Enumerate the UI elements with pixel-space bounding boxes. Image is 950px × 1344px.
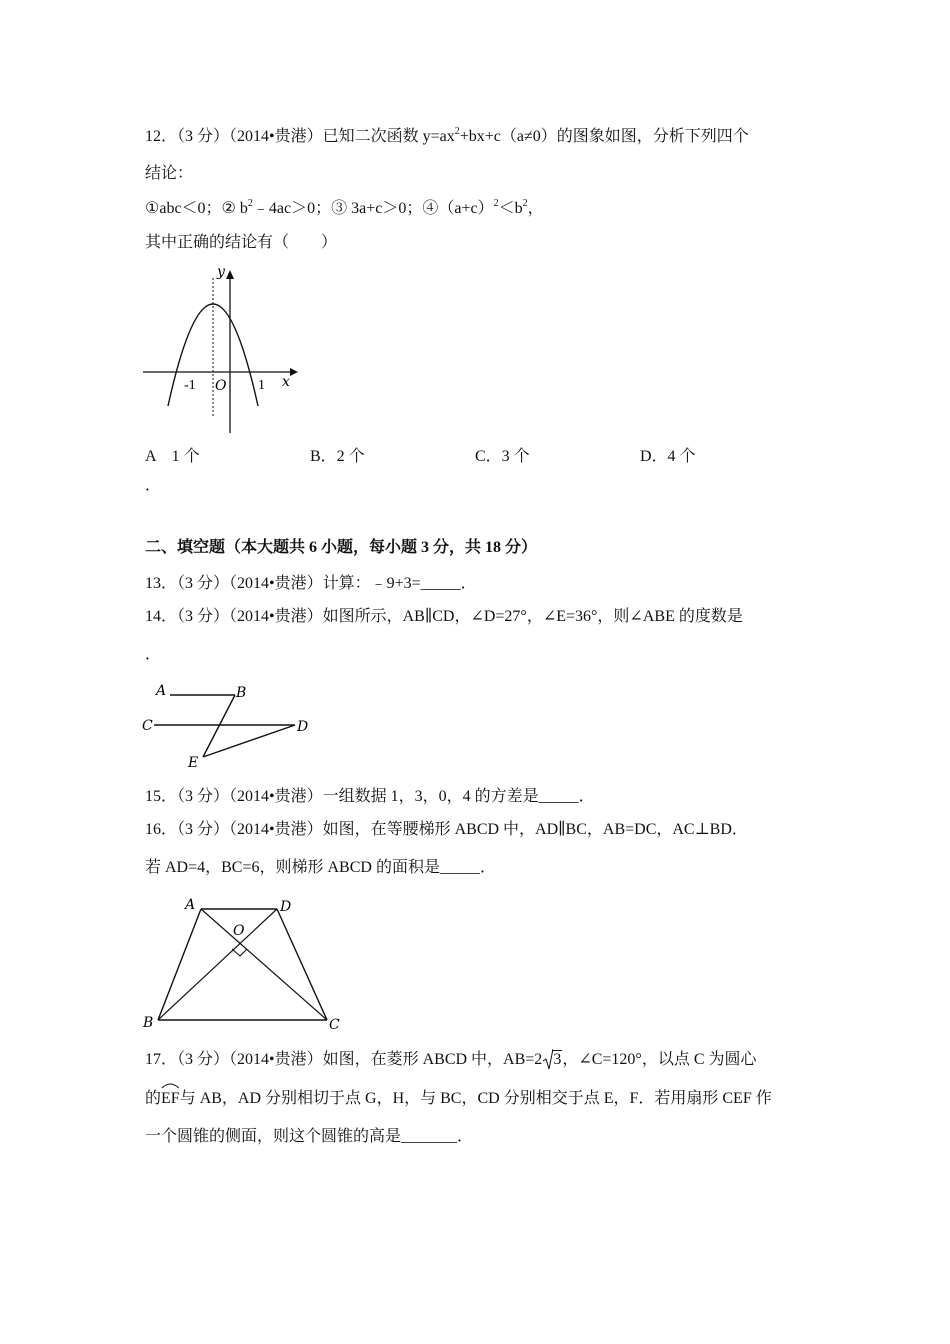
q13-text: 13．（3 分）（2014•贵港）计算：﹣9+3=_____． [145, 575, 477, 592]
q12-text-b: +bx+c（a≠0）的图象如图，分析下列四个 [459, 128, 749, 145]
q16-line1: 16．（3 分）（2014•贵港）如图，在等腰梯形 ABCD 中，AD∥BC，AB=DC，AC⊥BD． [145, 821, 748, 838]
label-e: E [188, 755, 199, 770]
q12-c4: ， [527, 200, 544, 217]
sqrt-expression [543, 1050, 562, 1070]
x-axis-arrow [290, 368, 298, 376]
label-c: C [329, 1017, 340, 1033]
q12-option-c[interactable]: C．3 个 [475, 448, 530, 465]
q12-option-d[interactable]: D．4 个 [640, 448, 696, 465]
q12-exp1: 2 [247, 198, 253, 209]
q17-line1 [145, 1050, 757, 1070]
q12-line3 [145, 199, 544, 219]
label-d: D [297, 719, 309, 735]
q14-line2: ． [145, 646, 162, 663]
q15-text: 15．（3 分）（2014•贵港）一组数据 1，3，0，4 的方差是_____． [145, 788, 595, 805]
label-a: A [185, 897, 196, 913]
tick-1: 1 [258, 378, 265, 393]
q17-text-c: 的 [145, 1090, 162, 1107]
right-angle-mark [232, 949, 247, 956]
tick-neg1: -1 [184, 378, 196, 393]
q14-text: 14．（3 分）（2014•贵港）如图所示，AB∥CD，∠D=27°，∠E=36°，则∠ABE 的度数是 [145, 608, 743, 625]
section2-heading: 二、填空题（本大题共 6 小题，每小题 3 分，共 18 分） [145, 539, 538, 556]
diagonal-bd [158, 909, 277, 1020]
q12-line4: 其中正确的结论有（ ） [145, 234, 338, 251]
label-b: B [236, 685, 247, 701]
label-o: O [233, 923, 245, 939]
q12-exp3: 2 [522, 198, 528, 209]
label-c: C [142, 718, 153, 734]
arc-label: EF [161, 1090, 180, 1107]
q12-c3: ＜b [498, 200, 523, 217]
segment-ab [158, 909, 201, 1020]
q17-text-d: 与 AB，AD 分别相切于点 G，H，与 BC，CD 分别相交于点 E，F．若用扇形 CEF 作 [179, 1090, 772, 1107]
q16-line2: 若 AD=4，BC=6，则梯形 ABCD 的面积是_____． [145, 859, 496, 876]
label-a: A [156, 683, 167, 699]
label-d: D [280, 899, 292, 915]
q12-option-b[interactable]: B．2 个 [310, 448, 365, 465]
x-label: x [282, 374, 290, 390]
q17-line3: 一个圆锥的侧面，则这个圆锥的高是_______． [145, 1128, 474, 1145]
origin-label: O [215, 378, 227, 394]
q17-text-a: 17．（3 分）（2014•贵港）如图，在菱形 ABCD 中，AB=2 [145, 1051, 543, 1068]
q12-exponent: 2 [454, 126, 460, 137]
q17-text-b: ，∠C=120°，以点 C 为圆心 [562, 1051, 757, 1068]
sqrt-radicand: 3 [553, 1051, 562, 1068]
diagonal-ac [201, 909, 327, 1020]
q17-line2 [145, 1089, 772, 1109]
arc-ef [161, 1089, 180, 1109]
q12-line1 [145, 127, 749, 147]
label-b: B [143, 1015, 154, 1031]
y-label: y [217, 264, 225, 280]
q12-parabola-graph [140, 258, 300, 438]
q14-figure [140, 678, 320, 770]
segment-dc [277, 909, 327, 1020]
q12-option-a[interactable]: A 1 个 [145, 448, 200, 465]
y-axis-arrow [226, 270, 234, 279]
arc-icon [161, 1080, 180, 1089]
q12-c2: ﹣4ac＞0；③ 3a+c＞0；④（a+c） [252, 200, 494, 217]
q12-exp2: 2 [493, 198, 499, 209]
q12-trailing-dot: ． [145, 477, 162, 494]
q12-c1: ①abc＜0；② b [145, 200, 248, 217]
q12-text-a: 12．（3 分）（2014•贵港）已知二次函数 y=ax [145, 128, 455, 145]
sqrt-icon [543, 1048, 553, 1070]
q12-line2: 结论： [145, 165, 194, 182]
q16-trapezoid-figure [140, 893, 350, 1035]
